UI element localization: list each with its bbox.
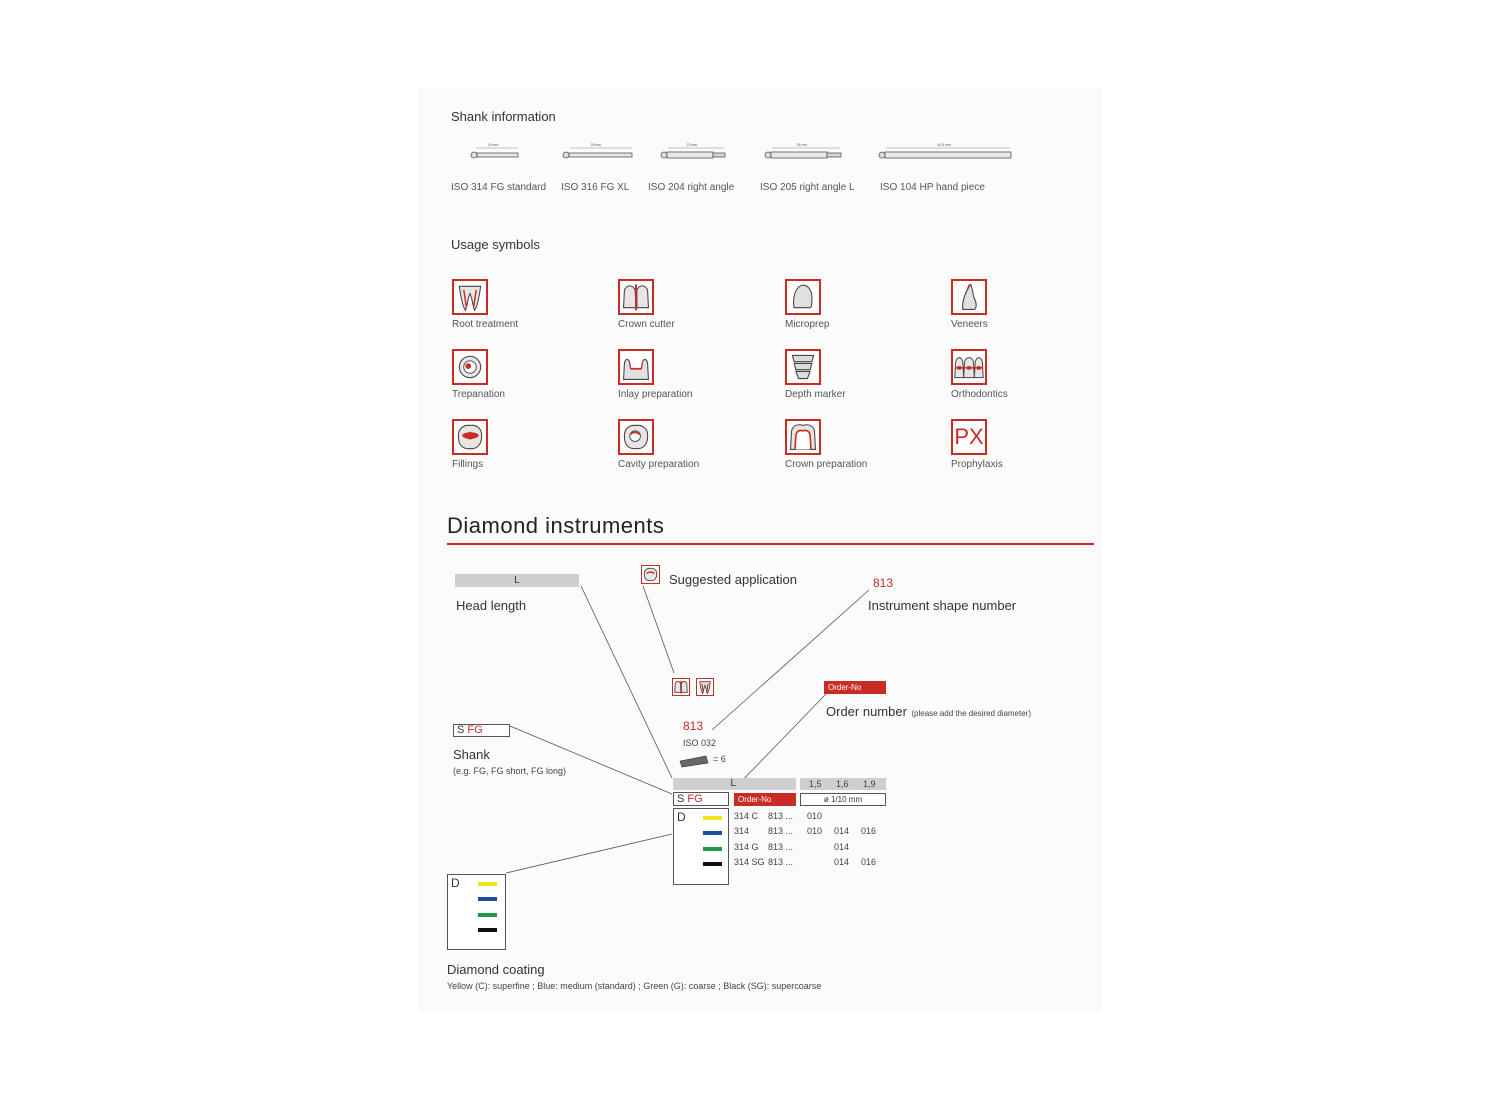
- row3-code: 314 G: [734, 842, 759, 852]
- shank-label-314: ISO 314 FG standard: [451, 182, 547, 193]
- usage-label-fillings: Fillings: [452, 459, 484, 470]
- usage-label-crown-cutter: Crown cutter: [618, 319, 675, 330]
- coating-d-label: D: [451, 876, 460, 890]
- svg-text:44,5 mm: 44,5 mm: [937, 143, 951, 147]
- suggested-application-label: Suggested application: [669, 572, 797, 587]
- diamond-coating-label: Diamond coating: [447, 962, 545, 977]
- row3-val2: 014: [834, 842, 850, 852]
- svg-text:19 mm: 19 mm: [487, 143, 499, 147]
- shank-label-204: ISO 204 right angle: [648, 182, 735, 193]
- row2-shape: 813 ...: [768, 826, 794, 836]
- head-length-label: Head length: [456, 598, 527, 613]
- usage-label-microprep: Microprep: [785, 319, 830, 330]
- legend-blue-swatch: [478, 897, 497, 901]
- suggested-application-icon: [641, 565, 660, 584]
- usage-symbols-title: Usage symbols: [451, 237, 540, 252]
- row1-shape: 813 ...: [768, 811, 794, 821]
- diam-header-3: 1,9: [863, 779, 876, 789]
- usage-label-depth-marker: Depth marker: [785, 389, 846, 400]
- shank-note: (e.g. FG, FG short, FG long): [453, 766, 567, 776]
- row4-code: 314 SG: [734, 857, 765, 867]
- table-d-label: D: [677, 810, 686, 824]
- row4-val2: 014: [834, 857, 850, 867]
- head-length-box: L: [455, 574, 579, 587]
- shank-label-205: ISO 205 right angle L: [760, 182, 855, 193]
- prophylaxis-glyph: PX: [954, 424, 984, 449]
- row4-shape: 813 ...: [768, 857, 794, 867]
- table-s-label: S: [677, 793, 685, 805]
- coating-black-swatch: [703, 862, 722, 866]
- table-fg-label: FG: [687, 793, 703, 805]
- legend-green-swatch: [478, 913, 497, 917]
- svg-text:26 mm: 26 mm: [796, 143, 808, 147]
- coating-blue-swatch: [703, 831, 722, 835]
- row2-code: 314: [734, 826, 750, 836]
- shank-box-s: S: [457, 724, 465, 736]
- row1-code: 314 C: [734, 811, 759, 821]
- crown-cutter-small-icon: [672, 678, 690, 696]
- row1-val1: 010: [807, 811, 823, 821]
- usage-label-trepanation: Trepanation: [452, 389, 505, 400]
- coating-yellow-swatch: [703, 816, 722, 820]
- usage-label-orthodontics: Orthodontics: [951, 389, 1008, 400]
- usage-label-root-treatment: Root treatment: [452, 319, 519, 330]
- usage-label-cavity-preparation: Cavity preparation: [618, 459, 700, 470]
- legend-yellow-swatch: [478, 882, 497, 886]
- root-treatment-small-icon: [696, 678, 714, 696]
- usage-label-inlay-preparation: Inlay preparation: [618, 389, 693, 400]
- row3-shape: 813 ...: [768, 842, 794, 852]
- table-order-no: Order-No: [734, 793, 796, 806]
- center-shape-number: 813: [683, 719, 704, 733]
- shank-info-title: Shank information: [451, 109, 556, 124]
- catalog-page: [418, 88, 1102, 1013]
- order-number-note: (please add the desired diameter): [911, 709, 1031, 718]
- legend-black-swatch: [478, 928, 497, 932]
- row2-val1: 010: [807, 826, 823, 836]
- shank-label-104: ISO 104 HP hand piece: [880, 182, 985, 193]
- shank-box-fg: FG: [467, 724, 483, 736]
- shank-box: [453, 724, 510, 737]
- table-diam-unit: ø 1/10 mm: [800, 793, 886, 806]
- table-l-header: L: [673, 778, 796, 790]
- usage-label-crown-preparation: Crown preparation: [785, 459, 868, 470]
- diamond-instruments-title: Diamond instruments: [447, 513, 665, 538]
- shank-label: Shank: [453, 747, 490, 762]
- diam-header-2: 1,6: [836, 779, 849, 789]
- connector-lines: [418, 88, 1102, 1013]
- row2-val3: 016: [861, 826, 877, 836]
- usage-label-veneers: Veneers: [951, 319, 988, 330]
- shape-number-label: Instrument shape number: [868, 598, 1017, 613]
- diam-header-1: 1,5: [809, 779, 822, 789]
- order-number-line: [826, 703, 1031, 721]
- svg-text:25 mm: 25 mm: [590, 143, 602, 147]
- shape-number-red: 813: [873, 576, 894, 590]
- usage-label-prophylaxis: Prophylaxis: [951, 459, 1003, 470]
- svg-text:22 mm: 22 mm: [686, 143, 698, 147]
- order-no-box: Order-No: [824, 681, 886, 694]
- coating-legend-box: [447, 874, 506, 950]
- center-iso: ISO 032: [683, 738, 717, 748]
- order-number-label: Order number: [826, 704, 907, 719]
- diamond-coating-note: Yellow (C): superfine ; Blue: medium (standard) ; Green (G): coarse ; Black (SG): supercoarse: [447, 981, 822, 991]
- table-shank-cell: [673, 792, 729, 806]
- row2-val2: 014: [834, 826, 850, 836]
- row4-val3: 016: [861, 857, 877, 867]
- shank-label-316: ISO 316 FG XL: [561, 182, 630, 193]
- table-coating-cell: [673, 808, 729, 885]
- bur-head-icon: [678, 753, 712, 769]
- center-length: = 6: [713, 754, 726, 764]
- coating-green-swatch: [703, 847, 722, 851]
